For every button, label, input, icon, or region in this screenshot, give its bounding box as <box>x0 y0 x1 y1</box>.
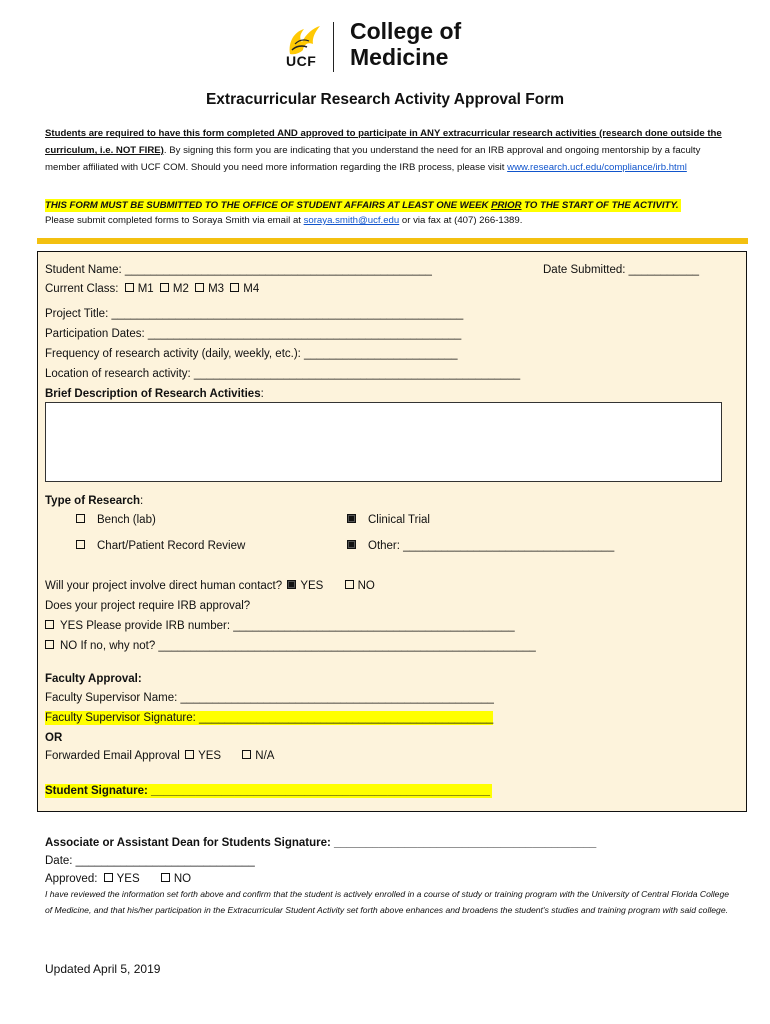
m2-checkbox[interactable] <box>160 283 169 292</box>
approved-label: Approved: <box>45 873 98 885</box>
or-label: OR <box>45 732 63 744</box>
m3-checkbox[interactable] <box>195 283 204 292</box>
submission-deadline-notice <box>45 199 681 212</box>
project-title-field[interactable]: Project Title: _______________________________________________________ <box>45 308 464 320</box>
clinical-trial-checkbox[interactable] <box>347 514 356 523</box>
human-contact-question: Will your project involve direct human contact? <box>45 580 283 592</box>
approved-no-checkbox[interactable] <box>161 873 170 882</box>
clinical-trial-option[interactable]: Clinical Trial <box>347 513 430 527</box>
student-signature-field[interactable]: Student Signature: _____________________________________________________ <box>45 785 491 797</box>
faculty-name-field[interactable]: Faculty Supervisor Name: _________________________________________________ <box>45 692 494 704</box>
notice-prior: PRIOR <box>491 200 522 211</box>
other-option[interactable]: Other: _________________________________ <box>347 539 614 553</box>
forwarded-na-checkbox[interactable] <box>242 750 251 759</box>
updated-date: Updated April 5, 2019 <box>45 962 161 976</box>
irb-yes-checkbox[interactable] <box>45 620 54 629</box>
logo-ucf-text: UCF <box>286 53 317 69</box>
chart-review-checkbox[interactable] <box>76 540 85 549</box>
human-contact-row <box>45 579 375 593</box>
logo-line-1: College of <box>350 18 462 44</box>
irb-no-row[interactable]: NO If no, why not? ___________________________________________________________ <box>45 639 536 653</box>
approved-row <box>45 872 191 886</box>
other-checkbox[interactable] <box>347 540 356 549</box>
dean-attestation-note: I have reviewed the information set forth above and confirm that the student is actively enrolled in a course of study or training program with the University of Central Florida College of Medicine, and that his/her participation in the Extracurricular Student Activity set forth above enhances and broadens the student's studies and training program with said college. <box>45 889 730 915</box>
description-textarea[interactable] <box>45 402 722 482</box>
frequency-field[interactable]: Frequency of research activity (daily, weekly, etc.): ________________________ <box>45 348 458 360</box>
irb-yes-row[interactable]: YES Please provide IRB number: ____________________________________________ <box>45 619 515 633</box>
human-contact-no-label: NO <box>357 580 375 592</box>
intro-bold-text: Students are required to have this form completed AND approved to participate in ANY extracurricular research activities (research done outside the curriculum, i.e. NOT FIRE) <box>45 128 722 156</box>
human-contact-yes-label: YES <box>300 580 324 592</box>
participation-dates-field[interactable]: Participation Dates: _________________________________________________ <box>45 328 462 340</box>
intro-paragraph <box>45 125 730 176</box>
email-link[interactable]: soraya.smith@ucf.edu <box>303 215 400 226</box>
human-contact-yes-checkbox[interactable] <box>287 580 296 589</box>
gold-divider <box>37 238 748 244</box>
irb-no-checkbox[interactable] <box>45 640 54 649</box>
submit-prefix: Please submit completed forms to Soraya Smith via email at <box>45 215 304 226</box>
type-of-research-label: Type of Research: <box>45 495 144 507</box>
m2-label: M2 <box>172 283 189 295</box>
m1-checkbox[interactable] <box>125 283 134 292</box>
date-submitted-field[interactable]: Date Submitted: ___________ <box>543 264 700 276</box>
faculty-signature-field[interactable]: Faculty Supervisor Signature: ______________________________________________ <box>45 712 494 724</box>
forwarded-email-row <box>45 749 274 763</box>
logo-college-name <box>350 18 461 70</box>
bench-checkbox[interactable] <box>76 514 85 523</box>
m4-label: M4 <box>243 283 260 295</box>
forwarded-email-label: Forwarded Email Approval <box>45 750 180 762</box>
approved-no-label: NO <box>173 873 192 885</box>
forwarded-yes-checkbox[interactable] <box>185 750 194 759</box>
brief-description-label: Brief Description of Research Activities: <box>45 388 264 400</box>
submission-instructions <box>45 215 522 226</box>
forwarded-na-label: N/A <box>255 750 275 762</box>
irb-link[interactable]: www.research.ucf.edu/compliance/irb.html <box>507 162 687 173</box>
logo-divider <box>333 22 334 72</box>
location-field[interactable]: Location of research activity: ___________________________________________________ <box>45 368 521 380</box>
form-title: Extracurricular Research Activity Approval Form <box>205 91 565 108</box>
irb-required-question: Does your project require IRB approval? <box>45 600 251 612</box>
submit-suffix: or via fax at (407) 266-1389. <box>399 215 523 226</box>
current-class-row <box>45 282 259 296</box>
approved-yes-label: YES <box>116 873 140 885</box>
faculty-approval-heading: Faculty Approval: <box>45 673 142 685</box>
m4-checkbox[interactable] <box>230 283 239 292</box>
notice-text-2: TO THE START OF THE ACTIVITY. <box>521 200 679 211</box>
dean-date-field[interactable]: Date: ____________________________ <box>45 855 255 867</box>
bench-option[interactable]: Bench (lab) <box>76 513 156 527</box>
current-class-label: Current Class: <box>45 283 119 295</box>
logo-line-2: Medicine <box>350 44 449 70</box>
notice-text-1: THIS FORM MUST BE SUBMITTED TO THE OFFICE OF STUDENT AFFAIRS AT LEAST ONE WEEK <box>45 200 492 211</box>
forwarded-yes-label: YES <box>198 750 222 762</box>
intro-text: . By signing this form you are indicating that you understand the need for an IRB approval and ongoing mentorship by a faculty member affiliated with UCF COM. Should you need more information regarding the IRB process, please visit <box>45 145 701 173</box>
m1-label: M1 <box>137 283 154 295</box>
student-name-field[interactable]: Student Name: ________________________________________________ <box>45 264 432 276</box>
dean-signature-field[interactable]: Associate or Assistant Dean for Students Signature: _________________________________________ <box>45 837 597 849</box>
approved-yes-checkbox[interactable] <box>104 873 113 882</box>
human-contact-no-checkbox[interactable] <box>345 580 354 589</box>
chart-review-option[interactable]: Chart/Patient Record Review <box>76 539 245 553</box>
m3-label: M3 <box>208 283 225 295</box>
